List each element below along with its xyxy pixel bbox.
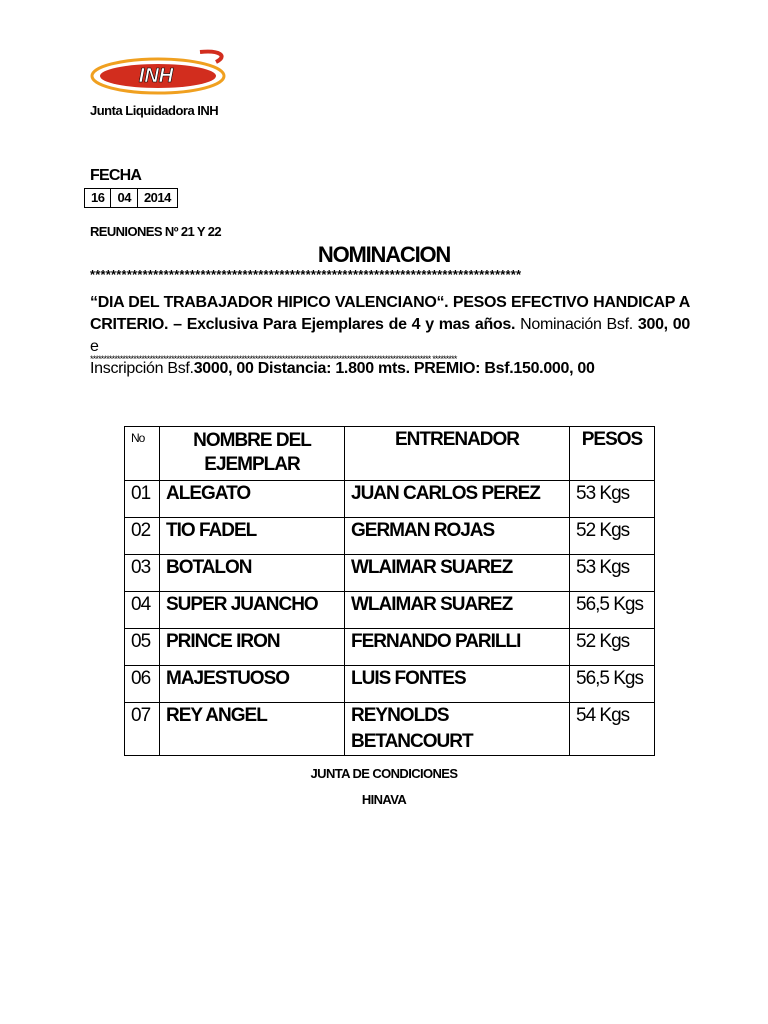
logo-text: INH xyxy=(138,65,174,87)
table-row xyxy=(125,703,655,756)
cell-nombre: MAJESTUOSO xyxy=(160,666,345,703)
nomination-table xyxy=(124,426,655,756)
footer-hinava: HINAVA xyxy=(361,792,407,807)
table-row xyxy=(125,518,655,555)
header-pesos: PESOS xyxy=(570,427,655,481)
cell-no: 05 xyxy=(125,629,160,666)
cell-pesos: 52 Kgs xyxy=(570,518,655,555)
footer-junta: JUNTA DE CONDICIONES xyxy=(310,766,458,781)
reuniones-label: REUNIONES Nº 21 Y 22 xyxy=(90,224,221,239)
cell-entrenador: LUIS FONTES xyxy=(345,666,570,703)
cell-no: 03 xyxy=(125,555,160,592)
table-row xyxy=(125,555,655,592)
cell-nombre: SUPER JUANCHO xyxy=(160,592,345,629)
description-line3-normal: Inscripción Bsf. xyxy=(90,360,194,377)
cell-nombre: ALEGATO xyxy=(160,481,345,518)
cell-nombre: REY ANGEL xyxy=(160,703,345,756)
description-line2-bold2: 300, 00 xyxy=(637,316,690,333)
cell-pesos: 56,5 Kgs xyxy=(570,666,655,703)
table-header-row xyxy=(125,427,655,481)
cell-pesos: 54 Kgs xyxy=(570,703,655,756)
description-line2-bold: CRITERIO. – Exclusiva Para Ejemplares de 4 y mas años. xyxy=(90,316,516,333)
cell-no: 06 xyxy=(125,666,160,703)
date-box xyxy=(84,188,178,208)
table-row xyxy=(125,666,655,703)
table-row xyxy=(125,481,655,518)
cell-entrenador: WLAIMAR SUAREZ xyxy=(345,555,570,592)
description-line2-normal2: e xyxy=(90,338,99,355)
cell-entrenador: WLAIMAR SUAREZ xyxy=(345,592,570,629)
cell-pesos: 53 Kgs xyxy=(570,555,655,592)
date-day: 16 xyxy=(85,189,111,207)
stars-divider-small: ****************************************************************************************************************************** ********* xyxy=(90,354,457,364)
date-month: 04 xyxy=(111,189,137,207)
race-description xyxy=(90,292,690,380)
header-nombre: NOMBRE DEL EJEMPLAR xyxy=(160,427,345,481)
cell-pesos: 52 Kgs xyxy=(570,629,655,666)
cell-nombre: PRINCE IRON xyxy=(160,629,345,666)
cell-entrenador: GERMAN ROJAS xyxy=(345,518,570,555)
header-no: No xyxy=(125,427,160,481)
cell-no: 01 xyxy=(125,481,160,518)
cell-no: 04 xyxy=(125,592,160,629)
description-line1: “DIA DEL TRABAJADOR HIPICO VALENCIANO“. PESOS EFECTIVO HANDICAP A xyxy=(90,294,690,311)
organization-name: Junta Liquidadora INH xyxy=(90,103,219,118)
cell-pesos: 53 Kgs xyxy=(570,481,655,518)
fecha-label: FECHA xyxy=(90,167,142,184)
date-year: 2014 xyxy=(143,190,171,205)
table-row xyxy=(125,592,655,629)
header-entrenador: ENTRENADOR xyxy=(345,427,570,481)
stars-divider: ********************************************************************************** xyxy=(90,268,522,282)
description-line2-normal: Nominación Bsf. xyxy=(515,316,638,333)
description-line3-bold: 3000, 00 Distancia: 1.800 mts. PREMIO: Bsf.150.000, 00 xyxy=(193,360,595,377)
cell-entrenador: JUAN CARLOS PEREZ xyxy=(345,481,570,518)
cell-entrenador: REYNOLDS BETANCOURT xyxy=(345,703,570,756)
cell-no: 07 xyxy=(125,703,160,756)
table-row xyxy=(125,629,655,666)
cell-pesos: 56,5 Kgs xyxy=(570,592,655,629)
cell-nombre: BOTALON xyxy=(160,555,345,592)
page-title: NOMINACION xyxy=(317,242,451,267)
cell-nombre: TIO FADEL xyxy=(160,518,345,555)
inh-logo xyxy=(90,46,230,98)
cell-entrenador: FERNANDO PARILLI xyxy=(345,629,570,666)
description-line2 xyxy=(90,314,690,358)
cell-no: 02 xyxy=(125,518,160,555)
